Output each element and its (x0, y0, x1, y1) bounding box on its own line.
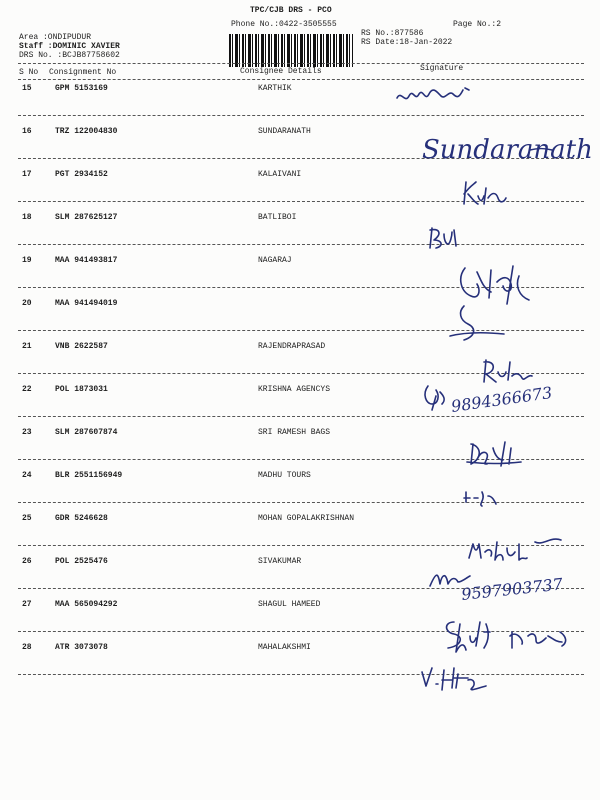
row-serial-number: 23 (22, 428, 32, 437)
row-serial-number: 22 (22, 385, 32, 394)
signature-27 (440, 618, 580, 663)
row-serial-number: 20 (22, 299, 32, 308)
row-consignment-number: PGT 2934152 (55, 170, 108, 179)
row-serial-number: 16 (22, 127, 32, 136)
signature-22 (420, 378, 560, 423)
row-consignment-number: GDR 5246628 (55, 514, 108, 523)
row-serial-number: 18 (22, 213, 32, 222)
row-consignee-name: MAHALAKSHMI (258, 643, 311, 652)
row-consignee-name: KARTHIK (258, 84, 292, 93)
signature-22-text: 9894366673 (449, 382, 554, 416)
signature-16 (420, 130, 593, 175)
row-serial-number: 17 (22, 170, 32, 179)
row-consignee-name: KALAIVANI (258, 170, 302, 179)
row-consignment-number: POL 2525476 (55, 557, 108, 566)
header-divider-2 (18, 79, 584, 80)
row-consignee-name: MOHAN GOPALAKRISHNAN (258, 514, 355, 523)
signature-20 (444, 300, 514, 355)
row-consignee-name: NAGARAJ (258, 256, 292, 265)
row-serial-number: 28 (22, 643, 32, 652)
signature-26 (426, 560, 596, 605)
row-consignment-number: MAA 941493817 (55, 256, 118, 265)
row-consignment-number: SLM 287607874 (55, 428, 118, 437)
row-consignee-name: MADHU TOURS (258, 471, 311, 480)
col-consignee: Consignee Details (240, 67, 322, 76)
signature-16-text: Sundaranath (422, 135, 593, 165)
row-consignment-number: SLM 287625127 (55, 213, 118, 222)
row-consignee-name: SIVAKUMAR (258, 557, 302, 566)
row-consignment-number: MAA 941494019 (55, 299, 118, 308)
row-divider (18, 244, 584, 245)
row-serial-number: 15 (22, 84, 32, 93)
row-consignee-name: KRISHNA AGENCYS (258, 385, 331, 394)
row-consignment-number: GPM 5153169 (55, 84, 108, 93)
report-title: TPC/CJB DRS - PCO (250, 6, 332, 15)
row-consignment-number: VNB 2622587 (55, 342, 108, 351)
rs-number: RS No.:877586 (361, 29, 424, 38)
row-consignment-number: POL 1873031 (55, 385, 108, 394)
row-consignment-number: MAA 565094292 (55, 600, 118, 609)
row-serial-number: 26 (22, 557, 32, 566)
row-consignment-number: TRZ 122004830 (55, 127, 118, 136)
signature-28 (418, 664, 508, 699)
col-sno: S No (19, 68, 39, 77)
row-consignee-name: BATLIBOI (258, 213, 297, 222)
staff-label: Staff :DOMINIC XAVIER (19, 42, 120, 51)
row-consignee-name: SHAGUL HAMEED (258, 600, 321, 609)
row-consignment-number: ATR 3073078 (55, 643, 108, 652)
row-consignee-name: SRI RAMESH BAGS (258, 428, 331, 437)
row-consignment-number: BLR 2551156949 (55, 471, 123, 480)
row-serial-number: 21 (22, 342, 32, 351)
signature-15 (395, 84, 475, 113)
row-divider (18, 115, 584, 116)
page-number: Page No.:2 (453, 20, 502, 29)
area-label: Area :ONDIPUDUR (19, 33, 92, 42)
drs-number: DRS No. :BCJB87758602 (19, 51, 120, 60)
signature-26-text: 9597903737 (460, 574, 564, 604)
row-serial-number: 24 (22, 471, 32, 480)
row-serial-number: 19 (22, 256, 32, 265)
col-consignment: Consignment No (49, 68, 117, 77)
signature-18 (426, 224, 466, 259)
signature-24 (462, 488, 502, 513)
header-divider (18, 63, 584, 64)
rs-date: RS Date:18-Jan-2022 (361, 38, 453, 47)
row-serial-number: 27 (22, 600, 32, 609)
row-consignee-name: SUNDARANATH (258, 127, 311, 136)
row-serial-number: 25 (22, 514, 32, 523)
signature-17 (462, 178, 512, 213)
signature-23 (465, 440, 525, 473)
phone-number: Phone No.:0422-3505555 (231, 20, 337, 29)
row-consignee-name: RAJENDRAPRASAD (258, 342, 326, 351)
col-signature: Signature (420, 64, 464, 73)
